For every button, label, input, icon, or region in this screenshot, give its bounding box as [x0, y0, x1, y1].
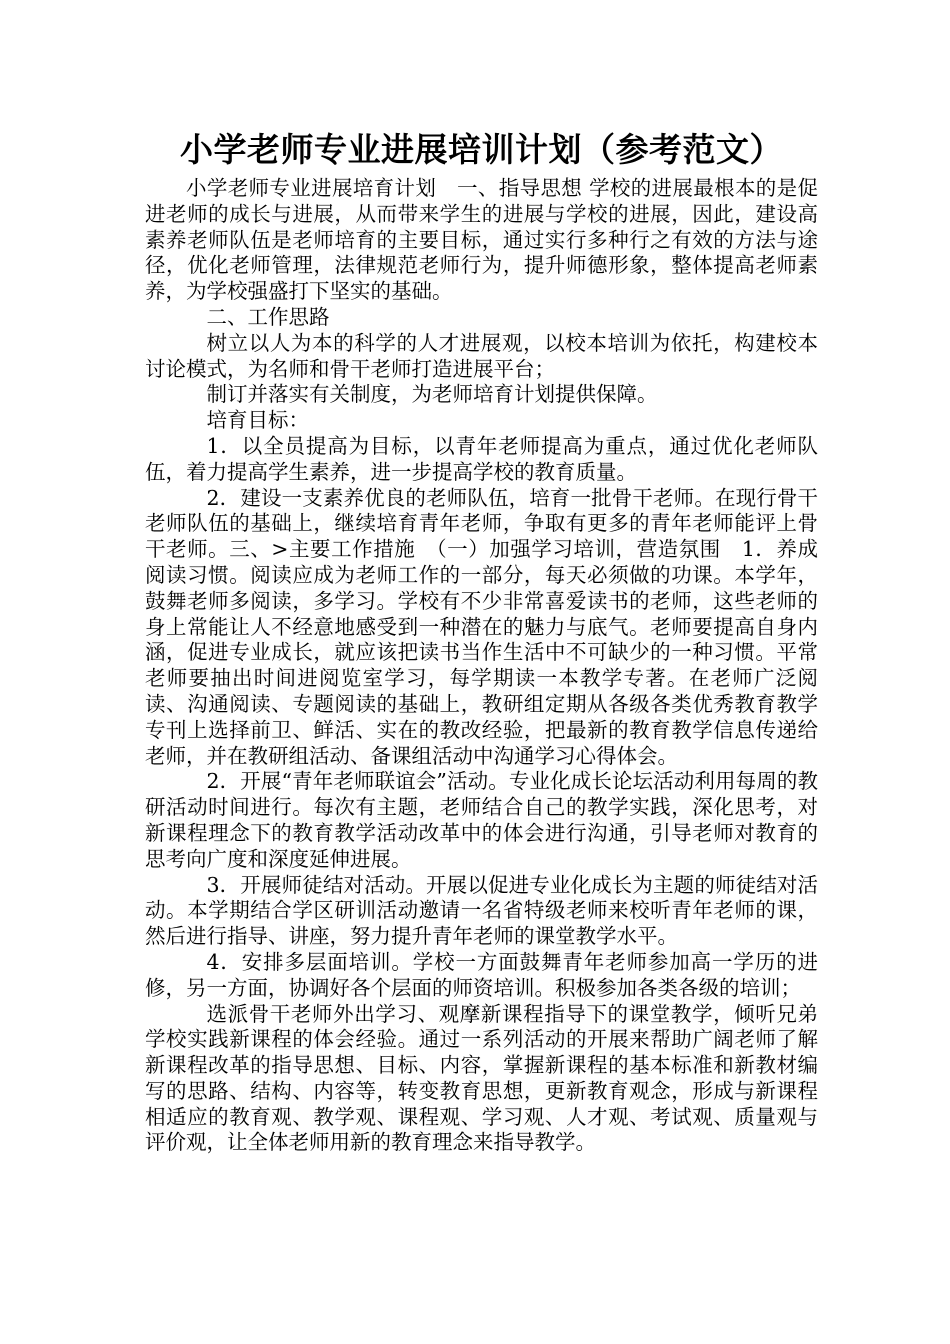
paragraph-training-goals-heading: 培育目标： [206, 408, 309, 433]
paragraph-work-ideas-1: 树立以人为本的科学的人才进展观，以校本培训为依托，构建校本讨论模式，为名师和骨干老师打造进展平台； [145, 330, 818, 381]
paragraph-work-ideas-heading: 二、工作思路 [206, 304, 330, 329]
paragraph-measure-2: 2．开展“青年老师联谊会”活动。专业化成长论坛活动利用每周的教研活动时间进行。每次有主题，老师结合自己的教学实践，深化思考，对新课程理念下的教育教学活动改革中的体会进行沟通，引导老师对教育的思考向广度和深度延伸进展。 [145, 769, 818, 871]
paragraph-work-ideas-2: 制订并落实有关制度，为老师培育计划提供保障。 [206, 382, 658, 407]
document-title: 小学老师专业进展培训计划（参考范文） [180, 130, 783, 169]
paragraph-backbone-teachers: 选派骨干老师外出学习、观摩新课程指导下的课堂教学，倾听兄弟学校实践新课程的体会经验。通过一系列活动的开展来帮助广阔老师了解新课程改革的指导思想、目标、内容，掌握新课程的基本标准和新教材编写的思路、结构、内容等，转变教育思想，更新教育观念，形成与新课程相适应的教育观、教学观、课程观、学习观、人才观、考试观、质量观与评价观，让全体老师用新的教育理念来指导教学。 [145, 1001, 818, 1155]
document-page [145, 128, 818, 1156]
paragraph-measure-4: 4．安排多层面培训。学校一方面鼓舞青年老师参加高一学历的进修，另一方面，协调好各个层面的师资培训。积极参加各类各级的培训； [145, 949, 818, 1000]
paragraph-measure-3: 3．开展师徒结对活动。开展以促进专业化成长为主题的师徒结对活动。本学期结合学区研训活动邀请一名省特级老师来校听青年老师的课，然后进行指导、讲座，努力提升青年老师的课堂教学水平。 [145, 872, 818, 949]
paragraph-goal-1: 1．以全员提高为目标，以青年老师提高为重点，通过优化老师队伍，着力提高学生素养，进一步提高学校的教育质量。 [145, 433, 818, 484]
paragraph-goal-2-and-measures: 2．建设一支素养优良的老师队伍，培育一批骨干老师。在现行骨干老师队伍的基础上，继续培育青年老师，争取有更多的青年老师能评上骨干老师。三、>主要工作措施 （一）加强学习培训，营造氛围 1．养成阅读习惯。阅读应成为老师工作的一部分，每天必须做的功课。本学年，鼓舞老师多阅读，多学习。学校有不少非常喜爱读书的老师，这些老师的身上常能让人不经意地感受到一种潜在的魅力与底气。老师要提高自身内涵，促进专业成长，就应该把读书当作生活中不可缺少的一种习惯。平常老师要抽出时间进阅览室学习，每学期读一本教学专著。在老师广泛阅读、沟通阅读、专题阅读的基础上，教研组定期从各级各类优秀教育教学专刊上选择前卫、鲜活、实在的教改经验，把最新的教育教学信息传递给老师，并在教研组活动、备课组活动中沟通学习心得体会。 [145, 485, 818, 768]
paragraph-guiding-ideology: 小学老师专业进展培育计划 一、指导思想 学校的进展最根本的是促进老师的成长与进展，从而带来学生的进展与学校的进展，因此，建设高素养老师队伍是老师培育的主要目标，通过实行多种行之有效的方法与途径，优化老师管理，法律规范老师行为，提升师德形象，整体提高老师素养，为学校强盛打下坚实的基础。 [145, 176, 818, 304]
